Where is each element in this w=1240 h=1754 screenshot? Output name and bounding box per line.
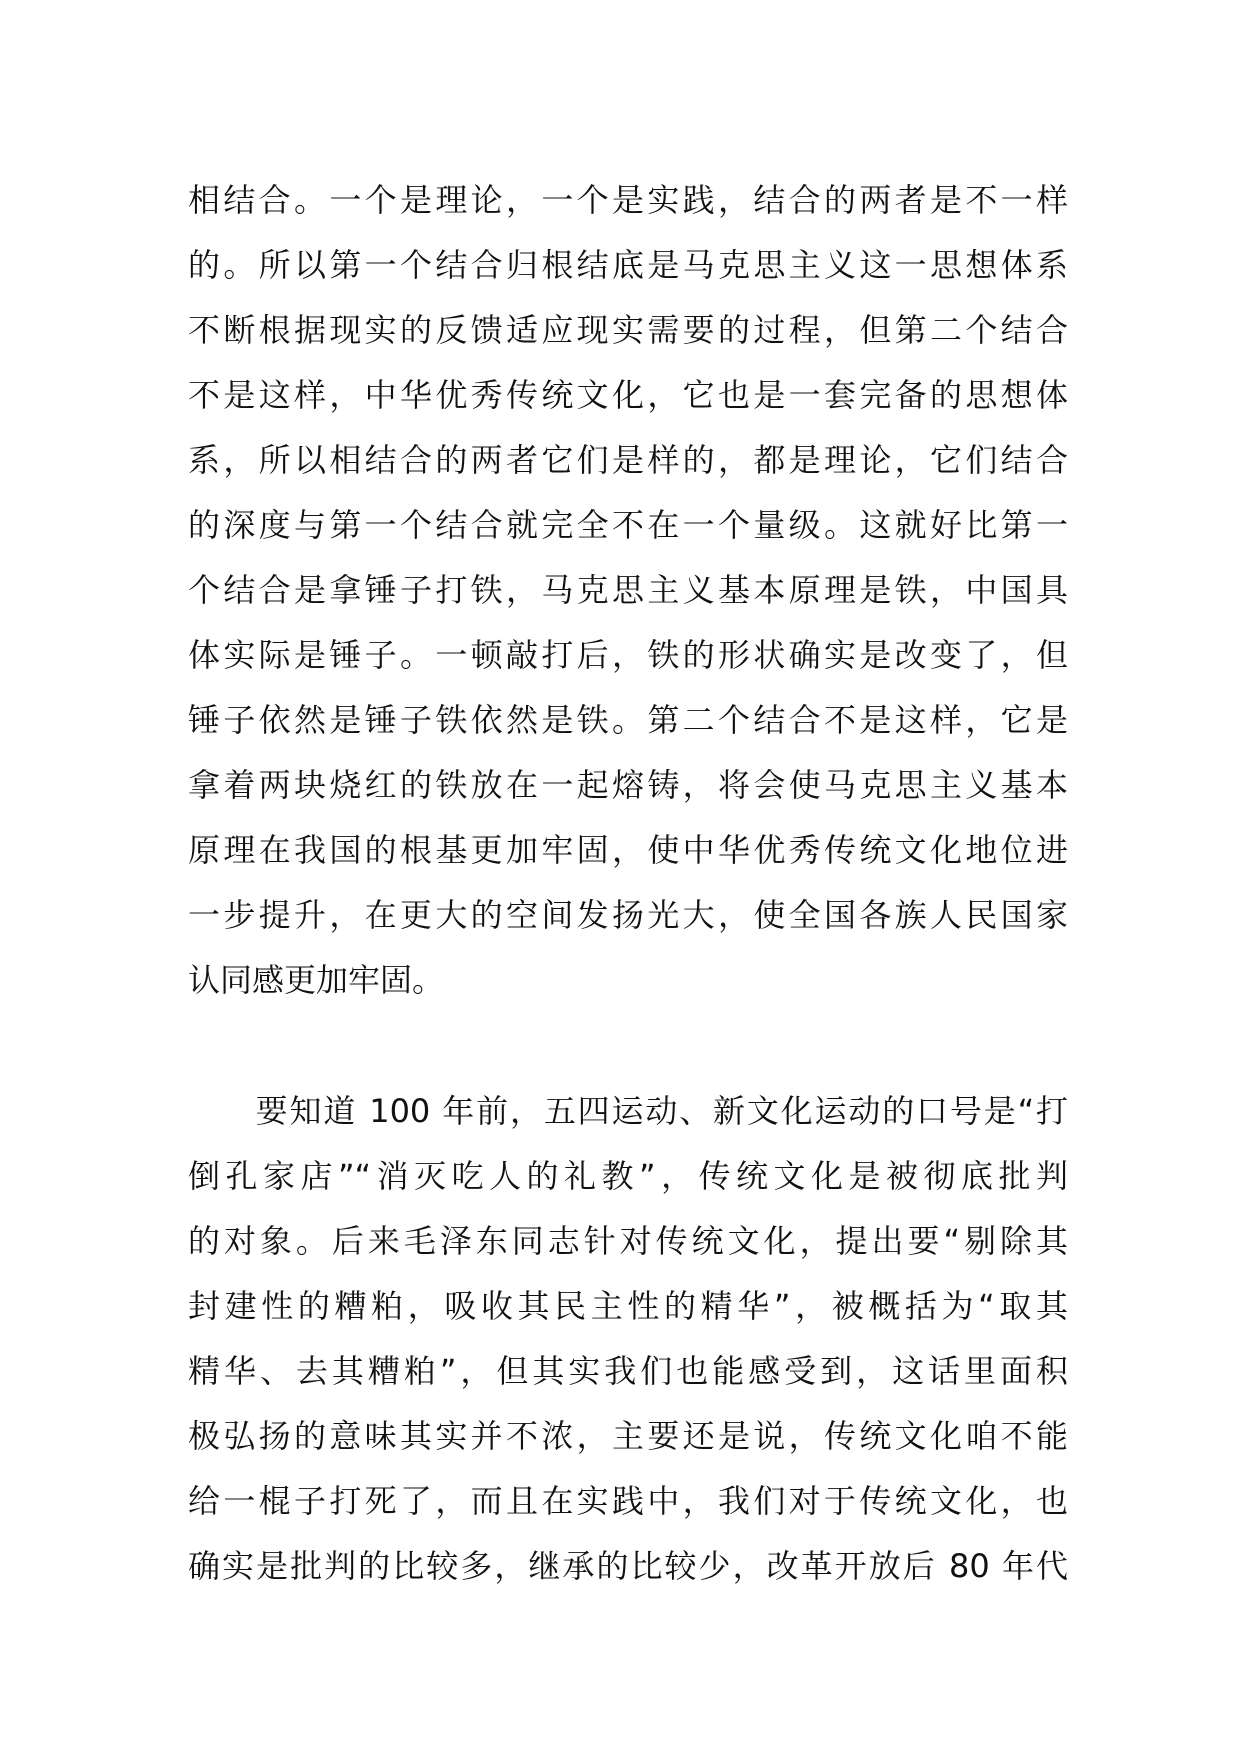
text-line: 系，所以相结合的两者它们是样的，都是理论，它们结合 bbox=[188, 441, 1068, 479]
text-line: 的深度与第一个结合就完全不在一个量级。这就好比第一 bbox=[188, 506, 1068, 544]
text-line: 要知道 100 年前，五四运动、新文化运动的口号是“打 bbox=[188, 1092, 1068, 1130]
text-line: 认同感更加牢固。 bbox=[188, 961, 445, 999]
text-line: 不断根据现实的反馈适应现实需要的过程，但第二个结合 bbox=[188, 311, 1068, 349]
text-line: 精华、去其糟粕”，但其实我们也能感受到，这话里面积 bbox=[188, 1352, 1068, 1390]
text-line: 体实际是锤子。一顿敲打后，铁的形状确实是改变了，但 bbox=[188, 636, 1068, 674]
paragraph-2 bbox=[188, 1079, 1068, 1599]
text-line: 封建性的糟粕，吸收其民主性的精华”，被概括为“取其 bbox=[188, 1287, 1068, 1325]
text-line: 一步提升，在更大的空间发扬光大，使全国各族人民国家 bbox=[188, 896, 1068, 934]
text-line: 给一棍子打死了，而且在实践中，我们对于传统文化，也 bbox=[188, 1482, 1068, 1520]
text-line: 个结合是拿锤子打铁，马克思主义基本原理是铁，中国具 bbox=[188, 571, 1068, 609]
paragraph-1 bbox=[188, 168, 1068, 1013]
text-line: 原理在我国的根基更加牢固，使中华优秀传统文化地位进 bbox=[188, 831, 1068, 869]
text-line: 确实是批判的比较多，继承的比较少，改革开放后 80 年代 bbox=[188, 1547, 1068, 1585]
text-line: 不是这样，中华优秀传统文化，它也是一套完备的思想体 bbox=[188, 376, 1068, 414]
text-line: 的对象。后来毛泽东同志针对传统文化，提出要“剔除其 bbox=[188, 1222, 1068, 1260]
body-text bbox=[188, 168, 1068, 1599]
text-line: 锤子依然是锤子铁依然是铁。第二个结合不是这样，它是 bbox=[188, 701, 1068, 739]
text-line: 极弘扬的意味其实并不浓，主要还是说，传统文化咱不能 bbox=[188, 1417, 1068, 1455]
text-line: 拿着两块烧红的铁放在一起熔铸，将会使马克思主义基本 bbox=[188, 766, 1068, 804]
text-line: 相结合。一个是理论，一个是实践，结合的两者是不一样 bbox=[188, 181, 1068, 219]
text-line: 倒孔家店”“消灭吃人的礼教”，传统文化是被彻底批判 bbox=[188, 1157, 1068, 1195]
text-line: 的。所以第一个结合归根结底是马克思主义这一思想体系 bbox=[188, 246, 1068, 284]
paragraph-spacer bbox=[188, 1013, 1068, 1079]
